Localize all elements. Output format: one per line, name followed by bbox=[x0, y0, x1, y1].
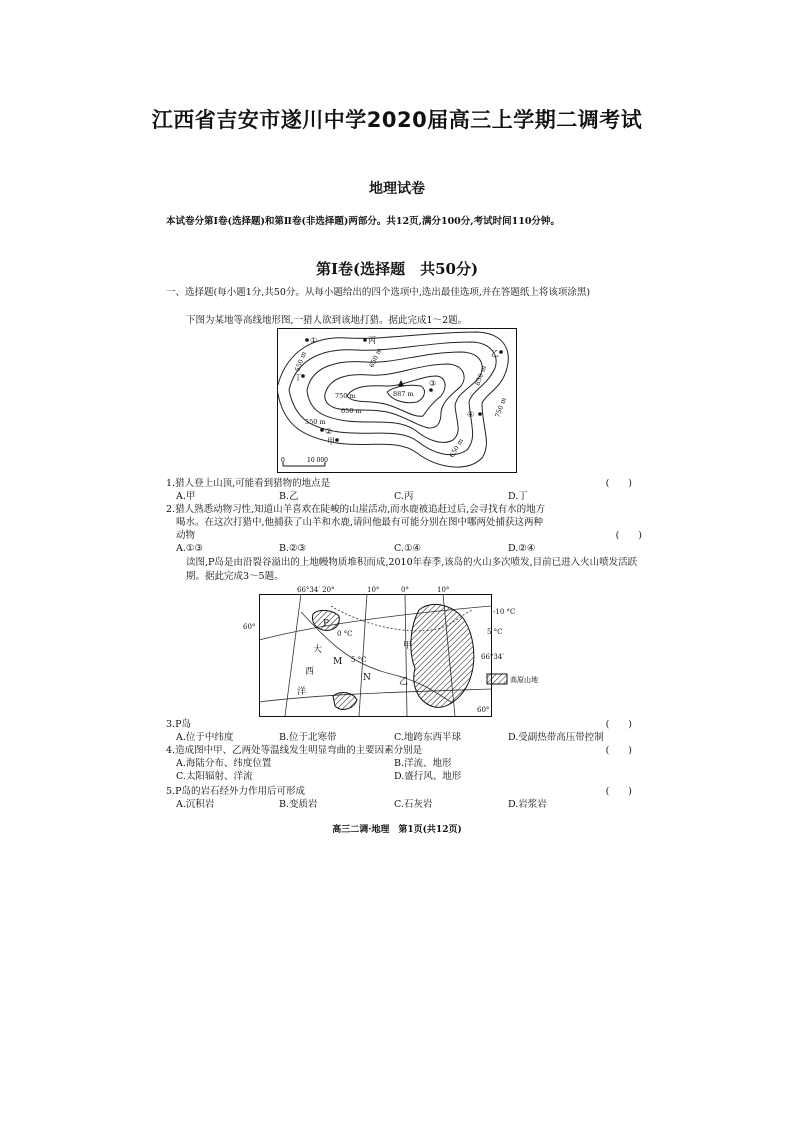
svg-text:N: N bbox=[363, 673, 371, 683]
question-4: 4.造成图中甲、乙两处等温线发生明显弯曲的主要因素分别是 ( ) bbox=[166, 745, 632, 756]
svg-text:66°34′: 66°34′ bbox=[481, 653, 504, 661]
question-5: 5.P岛的岩石经外力作用后可形成 ( ) bbox=[166, 786, 632, 797]
point-ding: 丁 bbox=[294, 373, 302, 382]
point-yi: 乙 bbox=[491, 349, 499, 358]
svg-text:10°: 10° bbox=[367, 586, 380, 594]
exam-intro: 本试卷分第Ⅰ卷(选择题)和第Ⅱ卷(非选择题)两部分。共12页,满分100分,考试时间110分钟。 bbox=[166, 216, 560, 227]
svg-text:5 °C: 5 °C bbox=[487, 628, 503, 636]
part-title: 第Ⅰ卷(选择题 共50分) bbox=[315, 260, 479, 278]
question-1: 1.猎人登上山顶,可能看到猎物的地点是 ( ) bbox=[166, 478, 632, 489]
page-title: 江西省吉安市遂川中学2020届高三上学期二调考试 bbox=[151, 108, 643, 132]
point-bing: 丙 bbox=[368, 336, 376, 345]
svg-text:10 000: 10 000 bbox=[307, 457, 328, 464]
contour-label: 850 m bbox=[473, 364, 488, 387]
contour-label: 650 m bbox=[367, 346, 384, 369]
point-1: ① bbox=[310, 336, 318, 345]
contour-label: 750 m bbox=[335, 392, 356, 400]
svg-text:乙: 乙 bbox=[399, 677, 409, 687]
svg-text:甲: 甲 bbox=[403, 641, 413, 651]
point-4: ④ bbox=[467, 410, 475, 419]
question-2-line2: 喝水。在这次打猎中,他捕获了山羊和水鹿,请问他最有可能分别在图中哪两处捕获这两种 bbox=[176, 517, 544, 528]
subject-title: 地理试卷 bbox=[369, 181, 425, 197]
contour-label: 550 m bbox=[293, 350, 308, 373]
contour-map bbox=[277, 328, 517, 473]
point-jia: 甲 bbox=[327, 437, 335, 446]
legend bbox=[487, 674, 538, 684]
svg-text:洋: 洋 bbox=[297, 687, 307, 697]
question-stem-1: 下图为某地等高线地形图,一猎人欲到该地打猎。据此完成1～2题。 bbox=[186, 315, 468, 326]
svg-text:0 °C: 0 °C bbox=[337, 630, 353, 638]
iceland-map bbox=[241, 584, 563, 719]
peak-label: 887 m bbox=[393, 390, 414, 398]
question-stem-2: 读图,P岛是由沿裂谷溢出的上地幔物质堆积而成,2010年春季,该岛的火山多次喷发,目前已进入火山喷发活跃期。据此完成3～5题。 bbox=[186, 557, 638, 582]
contour-label: 750 m bbox=[493, 396, 508, 419]
svg-text:M: M bbox=[333, 657, 343, 667]
point-2: ② bbox=[325, 427, 333, 436]
question-3: 3.P岛 ( ) bbox=[166, 719, 632, 730]
section-instruction: 一、选择题(每小题1分,共50分。从每小题给出的四个选项中,选出最佳选项,并在答题纸上将该项涂黑) bbox=[166, 287, 591, 298]
svg-text:0: 0 bbox=[281, 457, 285, 464]
svg-text:60°: 60° bbox=[243, 623, 256, 631]
svg-text:-10 °C: -10 °C bbox=[493, 608, 516, 616]
question-2-line3: 动物 ( ) bbox=[176, 530, 642, 541]
svg-text:P: P bbox=[323, 619, 330, 629]
point-3: ③ bbox=[429, 379, 437, 388]
contour-label: 650 m bbox=[341, 407, 362, 415]
svg-text:60°: 60° bbox=[477, 706, 490, 714]
svg-text:大: 大 bbox=[313, 645, 323, 655]
svg-text:西: 西 bbox=[305, 667, 315, 677]
svg-text:高原山地: 高原山地 bbox=[510, 676, 538, 684]
svg-text:66°34′ 20°: 66°34′ 20° bbox=[297, 586, 335, 594]
contour-label: 550 m bbox=[305, 418, 326, 426]
contour-label: 650 m bbox=[447, 437, 466, 459]
svg-text:10°: 10° bbox=[437, 586, 450, 594]
svg-text:0°: 0° bbox=[401, 586, 409, 594]
page-footer: 高三二调·地理 第1页(共12页) bbox=[332, 825, 462, 835]
question-2: 2.猎人熟悉动物习性,知道山羊喜欢在陡峻的山崖活动,而水鹿被追赶过后,会寻找有水的地方 bbox=[166, 504, 546, 515]
svg-text:5 °C: 5 °C bbox=[351, 656, 367, 664]
